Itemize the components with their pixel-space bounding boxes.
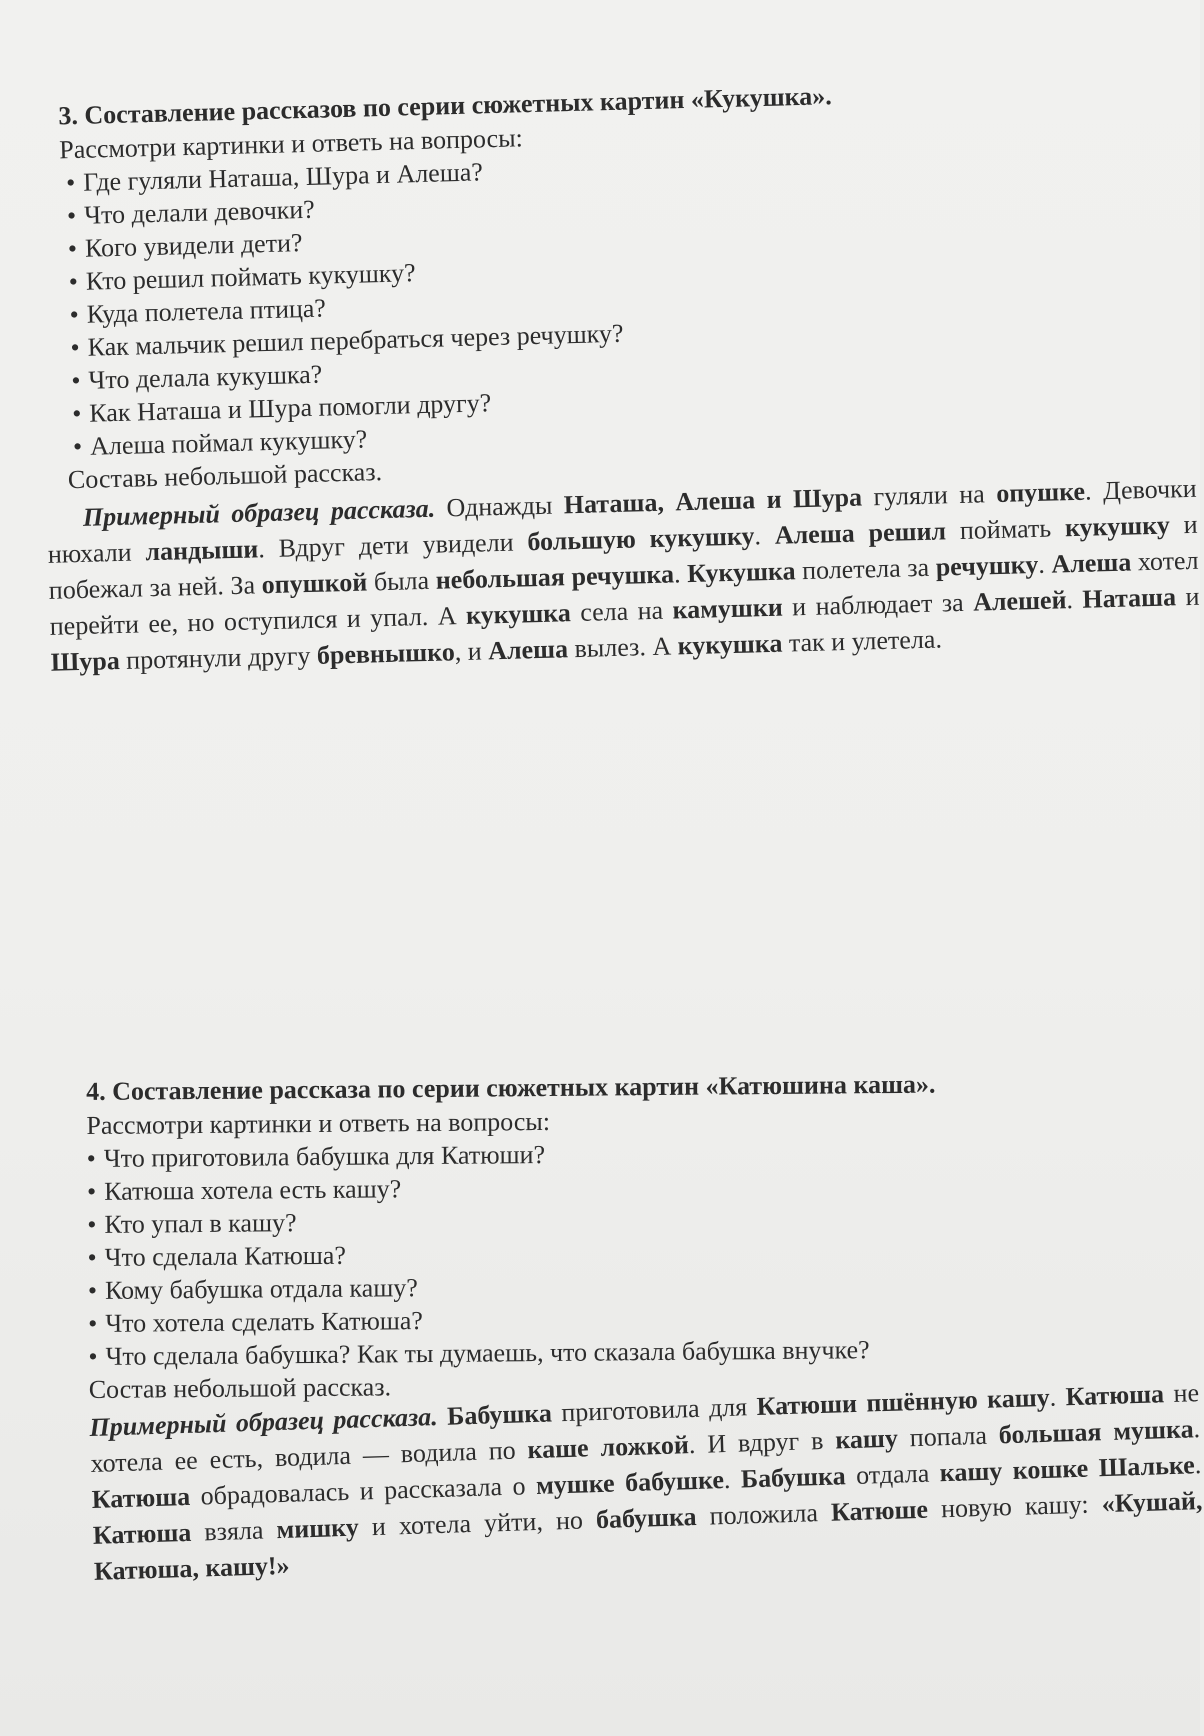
question-item: • Кого увидели дети? (67, 203, 1189, 265)
story-segment: Алеша (487, 634, 569, 666)
story-segment: была (366, 565, 437, 597)
story-segment: вылез. А (567, 631, 678, 664)
question-item: • Кому бабушка отдала кашу? (88, 1264, 1198, 1307)
question-item: • Что делала кукушка? (71, 335, 1193, 397)
section-3-title: 3. Составление рассказов по серии сюжетных картин «Кукушка». (58, 81, 833, 131)
question-item: • Как Наташа и Шура помогли другу? (72, 368, 1194, 430)
story-segment: ландыши (145, 534, 259, 567)
question-item: • Что сделала Катюша? (87, 1231, 1197, 1274)
story-segment: «Кушай, Катюша, кашу!» (93, 1486, 1203, 1586)
story-segment: и побежал за ней. За (48, 509, 1198, 605)
story-segment: Однажды (434, 490, 565, 523)
story-segment: . (1194, 1450, 1202, 1480)
story-segment: Алешей (972, 585, 1067, 617)
story-segment: кашу кошке Шальке (939, 1450, 1196, 1488)
story-segment: поймать (945, 513, 1066, 546)
story-segment: . И вдруг в (688, 1425, 836, 1460)
story-segment: Алеша (1051, 547, 1132, 579)
story-segment: большая мушка (998, 1414, 1194, 1450)
story-segment: попала (897, 1420, 1000, 1453)
story-segment: большую кукушку (527, 521, 755, 557)
story-segment: гуляли на (861, 479, 997, 512)
story-segment: взяла (190, 1515, 277, 1547)
section-4-title: 4. Составление рассказа по серии сюжетных картин «Катюшина каша». (86, 1069, 936, 1106)
story-segment: бревнышко (316, 637, 456, 670)
story-segment: . (1037, 549, 1052, 579)
story-segment: . (1049, 1382, 1067, 1412)
question-item: • Катюша хотела есть кашу? (87, 1165, 1197, 1208)
story-segment: Наташа, Алеша и Шура (563, 482, 863, 520)
story-segment: мишку (276, 1512, 360, 1545)
story-segment: полетела за (795, 552, 937, 586)
section-4-questions (87, 1132, 1199, 1373)
section-3-sample-story (46, 471, 1200, 681)
story-segment: . Девочки нюхали (47, 473, 1197, 569)
story-segment: и наблюдает за (782, 587, 974, 622)
story-segment: не хотела ее есть, водила — водила по (90, 1378, 1200, 1478)
story-segment: Примерный образец рассказа. (82, 493, 436, 532)
story-segment: Бабушка (446, 1398, 553, 1431)
story-segment: Бабушка (740, 1461, 847, 1494)
question-item: • Куда полетела птица? (69, 269, 1191, 331)
story-segment: Катюша (92, 1517, 192, 1550)
question-item: • Кто решил поймать кукушку? (68, 236, 1190, 298)
section-4 (86, 1065, 1203, 1590)
story-segment: кукушка (465, 598, 572, 630)
question-item: • Что делали девочки? (67, 170, 1189, 232)
story-segment: кашу (834, 1423, 899, 1455)
story-segment: обрадовалась и рассказала о (189, 1470, 537, 1511)
section-3-questions (38, 137, 1195, 464)
story-segment: хотел перейти ее, но оступился и упал. А (49, 545, 1199, 641)
story-segment: приготовила для (551, 1392, 758, 1428)
story-segment: новую кашу: (927, 1489, 1103, 1524)
question-item: • Что приготовила бабушка для Катюши? (87, 1132, 1197, 1175)
question-item: • Что хотела сделать Катюша? (88, 1297, 1198, 1340)
story-segment: так и улетела. (781, 624, 943, 658)
story-segment: . (723, 1464, 742, 1495)
section-3 (36, 70, 1201, 681)
story-segment: опушкой (261, 567, 368, 600)
section-4-task: Состав небольшой рассказ. (88, 1372, 392, 1404)
story-segment: кукушка (677, 628, 783, 661)
story-segment: . Вдруг дети увидели (257, 527, 528, 564)
story-segment: . (673, 559, 688, 589)
question-item: • Алеша поймал кукушку? (73, 401, 1195, 463)
question-item: • Где гуляли Наташа, Шура и Алеша? (66, 137, 1188, 199)
story-segment: небольшая речушка (435, 559, 675, 595)
question-item: • Кто упал в кашу? (87, 1198, 1197, 1241)
story-segment: и (1175, 581, 1200, 612)
story-segment: . (1193, 1414, 1201, 1444)
story-segment: Примерный образец рассказа. (89, 1402, 439, 1442)
story-segment: Наташа (1082, 582, 1177, 614)
story-segment: Шура (50, 646, 121, 677)
story-segment: кукушку (1064, 510, 1171, 543)
story-segment: . (754, 520, 776, 551)
question-item: • Как мальчик решил перебраться через речушку? (70, 302, 1192, 364)
question-item: • Что сделала бабушка? Как ты думаешь, что сказала бабушка внучке? (88, 1330, 1198, 1373)
story-segment: мушке бабушке (535, 1465, 725, 1500)
story-segment: речушку (935, 549, 1039, 582)
story-segment: Катюша (91, 1481, 191, 1514)
story-segment: камушки (672, 592, 784, 625)
story-segment: и хотела уйти, но (358, 1505, 597, 1542)
story-segment: опушке (995, 476, 1086, 508)
story-segment: Катюше (830, 1494, 929, 1527)
story-segment: протянули другу (119, 640, 318, 675)
story-segment: каше ложкой (527, 1430, 690, 1465)
section-4-instruction: Рассмотри картинки и ответь на вопросы: (86, 1106, 551, 1140)
story-segment: Катюши пшённую кашу (756, 1382, 1051, 1422)
section-3-instruction: Рассмотри картинки и ответь на вопросы: (58, 123, 524, 165)
story-segment: положила (696, 1497, 832, 1531)
section-4-sample-story (89, 1375, 1204, 1590)
story-segment: Алеша решил (774, 516, 947, 550)
story-segment: села на (570, 595, 673, 628)
story-segment: Катюша (1065, 1379, 1165, 1412)
story-segment: отдала (845, 1458, 941, 1491)
story-segment: . (1066, 584, 1083, 615)
story-segment: , и (454, 636, 489, 667)
story-segment: Кукушка (686, 556, 796, 589)
section-3-task: Составь небольшой рассказ. (67, 457, 383, 495)
story-segment: бабушка (595, 1501, 697, 1535)
